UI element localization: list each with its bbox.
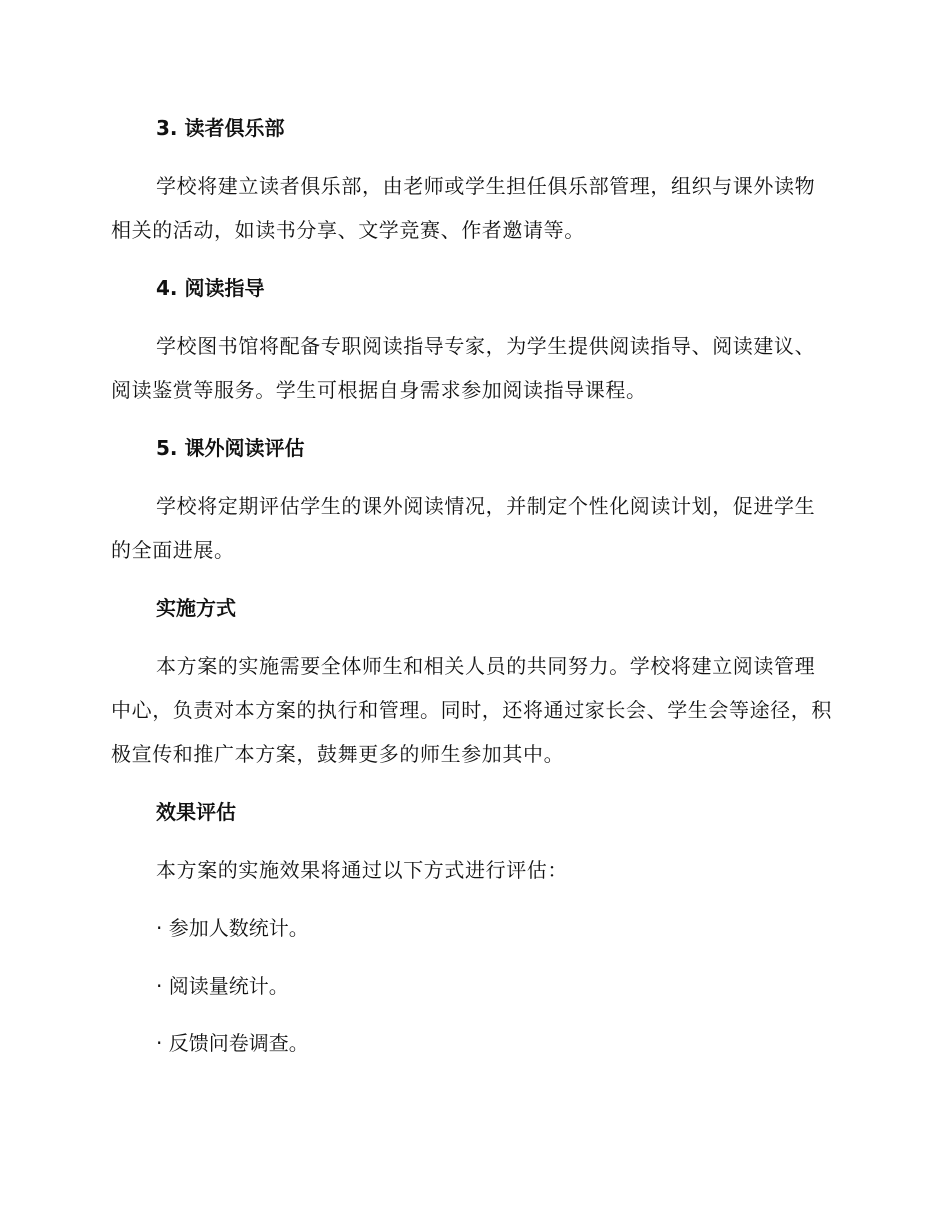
list-item: · 阅读量统计。: [156, 974, 289, 998]
section-paragraph-readers-club: 学校将建立读者俱乐部，由老师或学生担任俱乐部管理，组织与课外读物相关的活动，如读书分享、文学竞赛、作者邀请等。: [111, 174, 816, 242]
section-heading-evaluation: 效果评估: [156, 800, 236, 824]
section-paragraph-implementation: 本方案的实施需要全体师生和相关人员的共同努力。学校将建立阅读管理中心，负责对本方案的执行和管理。同时，还将通过家长会、学生会等途径，积极宣传和推广本方案，鼓舞更多的师生参加其中。: [111, 654, 832, 766]
section-heading-reading-guidance: 4. 阅读指导: [156, 276, 265, 300]
section-paragraph-reading-guidance: 学校图书馆将配备专职阅读指导专家，为学生提供阅读指导、阅读建议、阅读鉴赏等服务。学生可根据自身需求参加阅读指导课程。: [111, 334, 816, 402]
list-item: · 反馈问卷调查。: [156, 1031, 309, 1055]
section-intro-evaluation: 本方案的实施效果将通过以下方式进行评估：: [156, 858, 568, 882]
section-paragraph-reading-assessment: 学校将定期评估学生的课外阅读情况，并制定个性化阅读计划，促进学生的全面进展。: [111, 494, 816, 562]
section-heading-readers-club: 3. 读者俱乐部: [156, 116, 285, 140]
section-heading-implementation: 实施方式: [156, 596, 236, 620]
list-item: · 参加人数统计。: [156, 916, 309, 940]
section-heading-reading-assessment: 5. 课外阅读评估: [156, 436, 305, 460]
